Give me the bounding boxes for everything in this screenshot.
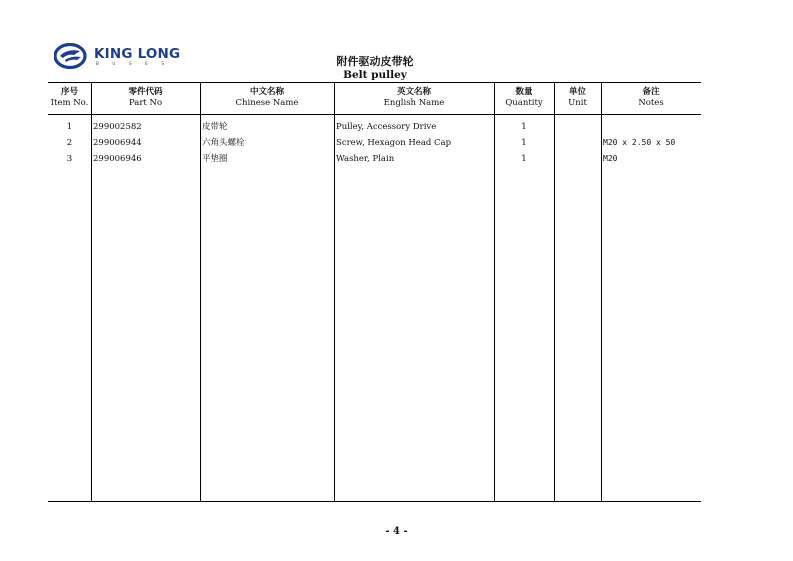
header-cn-label: 数量: [515, 87, 533, 97]
header-cn-label: 英文名称: [396, 87, 431, 97]
header-cn-label: 零件代码: [128, 87, 163, 97]
header-unit: [554, 87, 601, 109]
header-quantity: [494, 87, 554, 109]
column-divider: [200, 83, 201, 501]
column-divider: [601, 83, 602, 501]
row-quantity: 1: [521, 154, 527, 164]
row-english-name: Pulley, Accessory Drive: [336, 122, 437, 132]
header-cn-label: 备注: [642, 87, 660, 97]
header-cn-label: 序号: [60, 87, 78, 97]
row-part-no: 299006946: [93, 154, 142, 164]
row-notes: M20 x 2.50 x 50: [603, 138, 676, 147]
row-chinese-name: 平垫圈: [202, 154, 228, 164]
logo-subtitle: B U S E S: [96, 61, 171, 66]
header-chinese-name: [200, 87, 334, 109]
header-cn-label: 中文名称: [249, 87, 284, 97]
header-en-label: Part No: [128, 98, 163, 108]
row-item-no: 1: [66, 122, 73, 132]
logo-name: KING LONG: [94, 46, 181, 62]
column-divider: [91, 83, 92, 501]
parts-table: [48, 82, 701, 502]
row-item-no: 3: [66, 154, 73, 164]
header-cn-label: 单位: [568, 87, 586, 97]
header-part-no: [91, 87, 200, 109]
header-en-label: Chinese Name: [235, 98, 299, 108]
row-chinese-name: 皮带轮: [202, 122, 228, 132]
header-item-no: [48, 87, 91, 109]
header-en-label: Item No.: [50, 98, 89, 108]
page-title-cn: 附件驱动皮带轮: [336, 55, 414, 68]
row-part-no: 299006944: [93, 138, 142, 148]
row-quantity: 1: [521, 122, 527, 132]
header-separator: [48, 114, 701, 115]
header-notes: [601, 87, 701, 109]
row-english-name: Screw, Hexagon Head Cap: [336, 138, 452, 148]
page-title-en: Belt pulley: [343, 69, 407, 81]
header-english-name: [334, 87, 494, 109]
header-en-label: Notes: [638, 98, 664, 108]
column-divider: [554, 83, 555, 501]
header-en-label: Quantity: [505, 98, 543, 108]
row-notes: M20: [603, 154, 618, 163]
row-quantity: 1: [521, 138, 527, 148]
column-divider: [334, 83, 335, 501]
page-number: - 4 -: [385, 526, 408, 537]
row-part-no: 299002582: [93, 122, 142, 132]
header-en-label: English Name: [383, 98, 445, 108]
row-item-no: 2: [66, 138, 73, 148]
row-english-name: Washer, Plain: [336, 154, 395, 164]
row-chinese-name: 六角头螺栓: [202, 138, 245, 148]
header-en-label: Unit: [568, 98, 587, 108]
